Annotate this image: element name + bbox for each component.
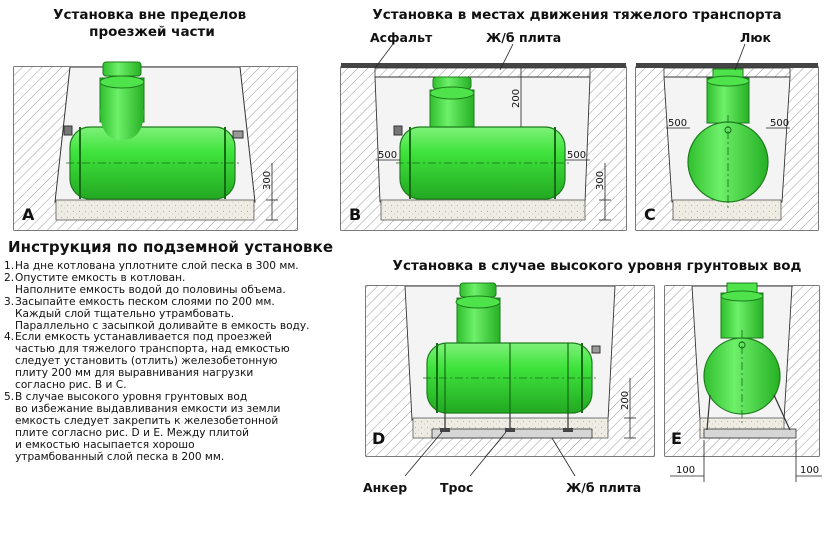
dim-500-c-left: 500 [668, 118, 688, 129]
instruction-number: 2. [4, 271, 15, 284]
dim-200-b: 200 [511, 88, 522, 108]
letter-e: E [671, 429, 682, 448]
instructions-title: Инструкция по подземной установке [8, 238, 334, 256]
dim-500-b-left: 500 [378, 150, 398, 161]
dim-500-b-right: 500 [567, 150, 587, 161]
letter-c: C [644, 205, 656, 224]
panel-c [636, 30, 818, 230]
instruction-item [4, 297, 370, 333]
instruction-text: Если емкость устанавливается под проезжей частью для тяжелого транспорта, над емкостью следует установить (отлить) железобетонную плиту 200 мм для выравнивания нагрузки согласно рис. B и C. [15, 331, 290, 392]
title-a-line1: Установка вне пределов [53, 7, 247, 23]
instruction-text: Опустите емкость в котлован. Наполните емкость водой до половины объема. [15, 271, 286, 296]
dim-300-b: 300 [595, 170, 606, 190]
label-asphalt: Асфальт [370, 30, 433, 45]
dim-100-e-right: 100 [800, 465, 820, 476]
label-cable: Трос [440, 480, 474, 495]
title-bc: Установка в местах движения тяжелого транспорта [372, 7, 782, 23]
dim-500-c-right: 500 [770, 118, 790, 129]
instruction-number: 5. [4, 390, 15, 403]
panel-a [14, 62, 297, 230]
dim-200-d: 200 [620, 390, 631, 410]
label-slab-top: Ж/б плита [486, 30, 562, 45]
letter-b: B [349, 205, 362, 224]
instructions-block [4, 238, 370, 463]
panel-d [363, 283, 654, 495]
panel-b [341, 30, 626, 230]
title-de: Установка в случае высокого уровня грунтовых вод [392, 258, 802, 274]
dim-100-e-left: 100 [676, 465, 696, 476]
label-anchor: Анкер [363, 480, 408, 495]
letter-a: A [22, 205, 35, 224]
label-hatch: Люк [740, 30, 772, 45]
instruction-item [4, 392, 370, 463]
dim-300-a: 300 [262, 170, 273, 190]
instruction-item [4, 332, 370, 392]
instruction-number: 4. [4, 331, 15, 344]
instruction-number: 3. [4, 295, 15, 308]
label-slab-bottom: Ж/б плита [566, 480, 642, 495]
title-a [53, 7, 251, 40]
instruction-number: 1. [4, 260, 15, 272]
instruction-text: В случае высокого уровня грунтовых вод во избежание выдавливания емкости из земли емкость следует закрепить к железобетонной плите согласно рис. D и E. Между плитой и емкостью насыпается хорошо утрамбованный слой песка в 200 мм. [15, 390, 281, 463]
panel-e [665, 283, 822, 482]
instruction-text: Засыпайте емкость песком слоями по 200 мм. Каждый слой тщательно утрамбовать. Параллельно с засыпкой доливайте в емкость воду. [15, 295, 310, 332]
title-a-line2: проезжей части [89, 24, 215, 40]
instructions-list [4, 261, 370, 463]
instruction-item [4, 273, 370, 297]
instruction-text: На дне котлована уплотните слой песка в 300 мм. [15, 260, 299, 272]
letter-d: D [372, 429, 386, 448]
